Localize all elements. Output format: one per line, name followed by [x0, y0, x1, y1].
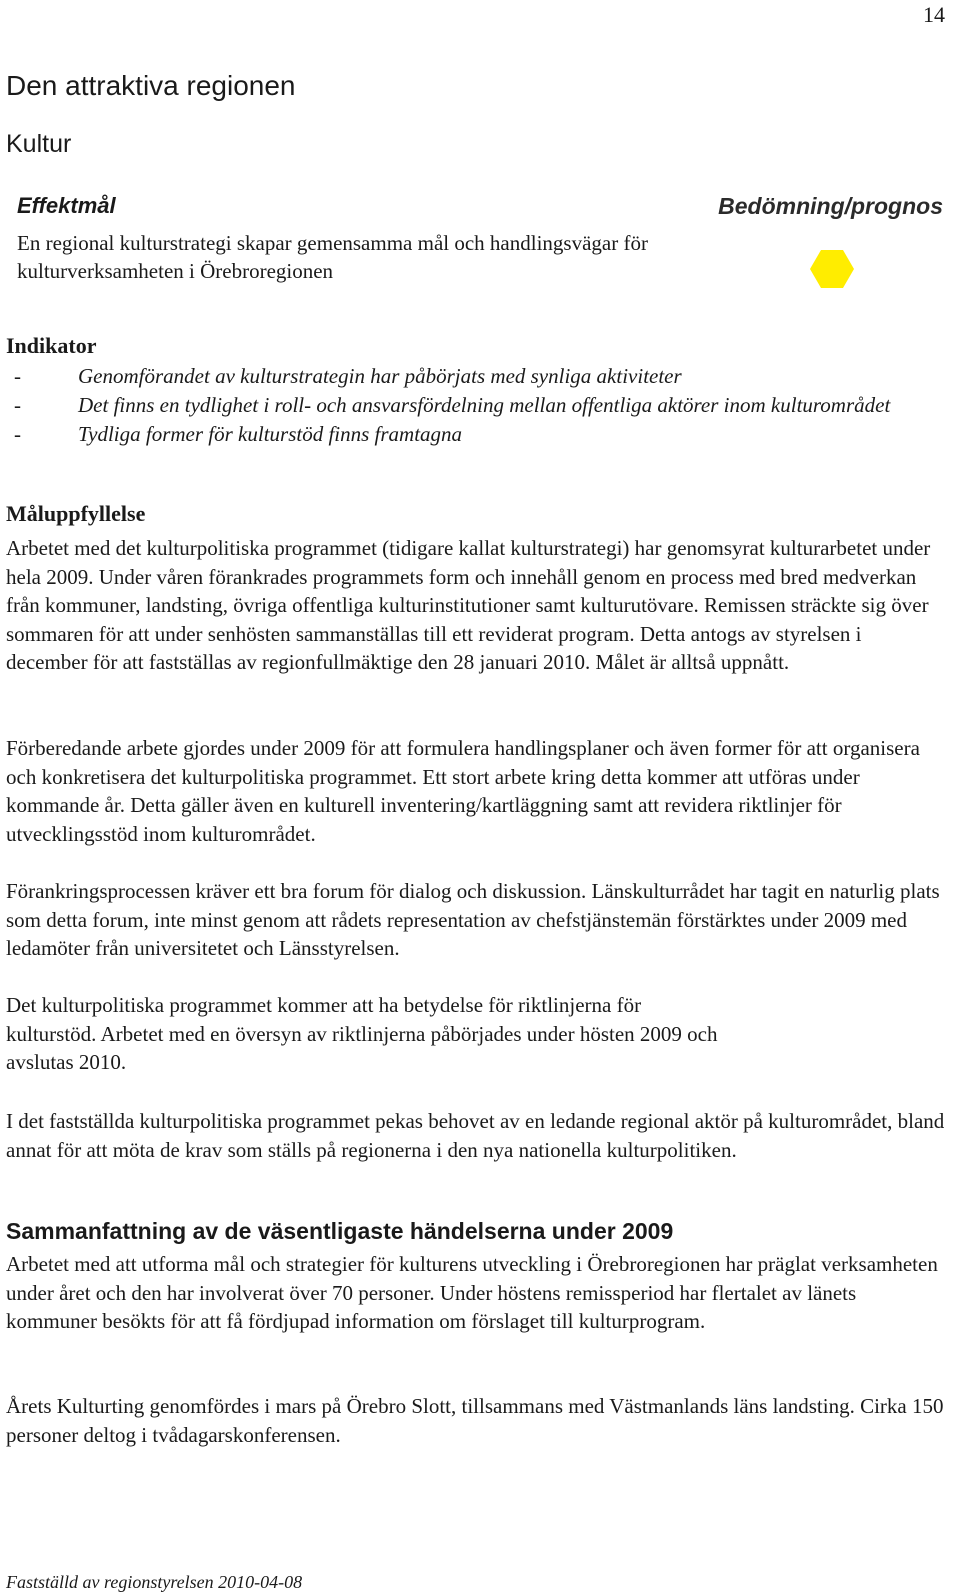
section-title: Kultur	[6, 130, 72, 158]
goal-label: Effektmål	[17, 193, 116, 218]
summary-heading: Sammanfattning av de väsentligaste händelserna under 2009	[6, 1218, 674, 1244]
page-number: 14	[923, 2, 945, 27]
yellow-hexagon-icon	[810, 250, 854, 288]
fulfilment-paragraph: Arbetet med det kulturpolitiska programmet (tidigare kallat kulturstrategi) har genomsyrat kulturarbetet under hela 2009. Under våren förankrades programmets form och innehåll genom en process med bred medverkan från kommuner, landsting, övriga offentliga kulturinstitutioner samt kulturutövare. Remissen sträckte sig över sommaren för att under senhösten sammanställas till ett reviderat program. Detta antogs av styrelsen i december för att fastställas av regionfullmäktige den 28 januari 2010. Målet är alltså uppnått.	[6, 536, 931, 674]
indicator-item: - Det finns en tydlighet i roll- och ansvarsfördelning mellan offentliga aktörer inom kulturområdet	[6, 391, 936, 420]
indicator-list	[6, 362, 936, 449]
fulfilment-heading: Måluppfyllelse	[6, 501, 146, 526]
fulfilment-paragraph: Det kulturpolitiska programmet kommer att ha betydelse för riktlinjerna för kulturstöd. Arbetet med en översyn av riktlinjerna påbörjades under hösten 2009 och avslutas 2010.	[6, 993, 718, 1074]
indicator-heading: Indikator	[6, 333, 97, 358]
footer-approval: Fastställd av regionstyrelsen 2010-04-08	[6, 1572, 303, 1592]
fulfilment-paragraph: I det fastställda kulturpolitiska programmet pekas behovet av en ledande regional aktör på kulturområdet, bland annat för att möta de krav som ställs på regionerna i den nya nationella kulturpolitiken.	[6, 1109, 945, 1162]
goal-text: En regional kulturstrategi skapar gemensamma mål och handlingsvägar för kulturverksamheten i Örebroregionen	[17, 231, 648, 283]
summary-paragraph: Arbetet med att utforma mål och strategier för kulturens utveckling i Örebroregionen har präglat verksamheten under året och den har involverat över 70 personer. Under höstens remissperiod har flertalet av länets kommuner besökts för att få fördjupad information om förslaget till kulturprogram.	[6, 1252, 938, 1333]
summary-paragraph: Årets Kulturting genomfördes i mars på Örebro Slott, tillsammans med Västmanlands läns landsting. Cirka 150 personer deltog i tvådagarskonferensen.	[6, 1394, 944, 1447]
assessment-label: Bedömning/prognos	[718, 193, 943, 219]
indicator-item: - Tydliga former för kulturstöd finns framtagna	[6, 420, 936, 449]
status-hexagon-shape	[810, 250, 854, 288]
page-title: Den attraktiva regionen	[6, 70, 296, 101]
fulfilment-paragraph: Förberedande arbete gjordes under 2009 för att formulera handlingsplaner och även former för att organisera och konkretisera det kulturpolitiska programmet. Ett stort arbete kring detta kommer att utföras under kommande år. Detta gäller även en kulturell inventering/kartläggning samt att revidera riktlinjer för utvecklingsstöd inom kulturområdet.	[6, 736, 920, 846]
indicator-item: - Genomförandet av kulturstrategin har påbörjats med synliga aktiviteter	[6, 362, 936, 391]
fulfilment-paragraph: Förankringsprocessen kräver ett bra forum för dialog och diskussion. Länskulturrådet har tagit en naturlig plats som detta forum, inte minst genom att rådets representation av chefstjänstemän förstärktes under 2009 med ledamöter från universitetet och Länsstyrelsen.	[6, 879, 940, 960]
